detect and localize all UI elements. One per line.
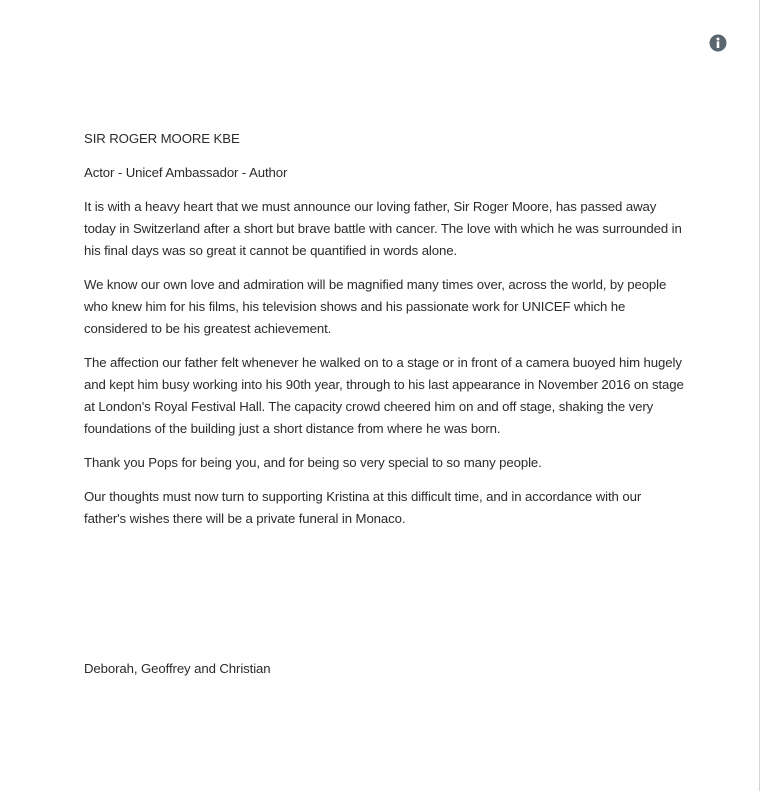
page-edge-divider (759, 0, 760, 791)
signature: Deborah, Geoffrey and Christian (84, 661, 271, 676)
letter-subtitle: Actor - Unicef Ambassador - Author (84, 165, 288, 180)
paragraph: The affection our father felt whenever he walked on to a stage or in front of a camera buoyed him hugely and kept him busy working into his 90th year, through to his last appearance in November 2016 on stage at London's Royal Festival Hall. The capacity crowd cheered him on and off stage, shaking the very foundations of the building just a short distance from where he was born. (84, 355, 684, 436)
paragraph: Thank you Pops for being you, and for being so very special to so many people. (84, 455, 542, 470)
letter-body (84, 128, 684, 542)
paragraph: It is with a heavy heart that we must announce our loving father, Sir Roger Moore, has passed away today in Switzerland after a short but brave battle with cancer. The love with which he was surrounded in his final days was so great it cannot be quantified in words alone. (84, 199, 682, 258)
paragraph: Our thoughts must now turn to supporting Kristina at this difficult time, and in accordance with our father's wishes there will be a private funeral in Monaco. (84, 489, 642, 526)
paragraph: We know our own love and admiration will be magnified many times over, across the world, by people who knew him for his films, his television shows and his passionate work for UNICEF which he considered to be his greatest achievement. (84, 277, 667, 336)
info-icon[interactable] (709, 34, 727, 52)
letter-title: SIR ROGER MOORE KBE (84, 131, 240, 146)
